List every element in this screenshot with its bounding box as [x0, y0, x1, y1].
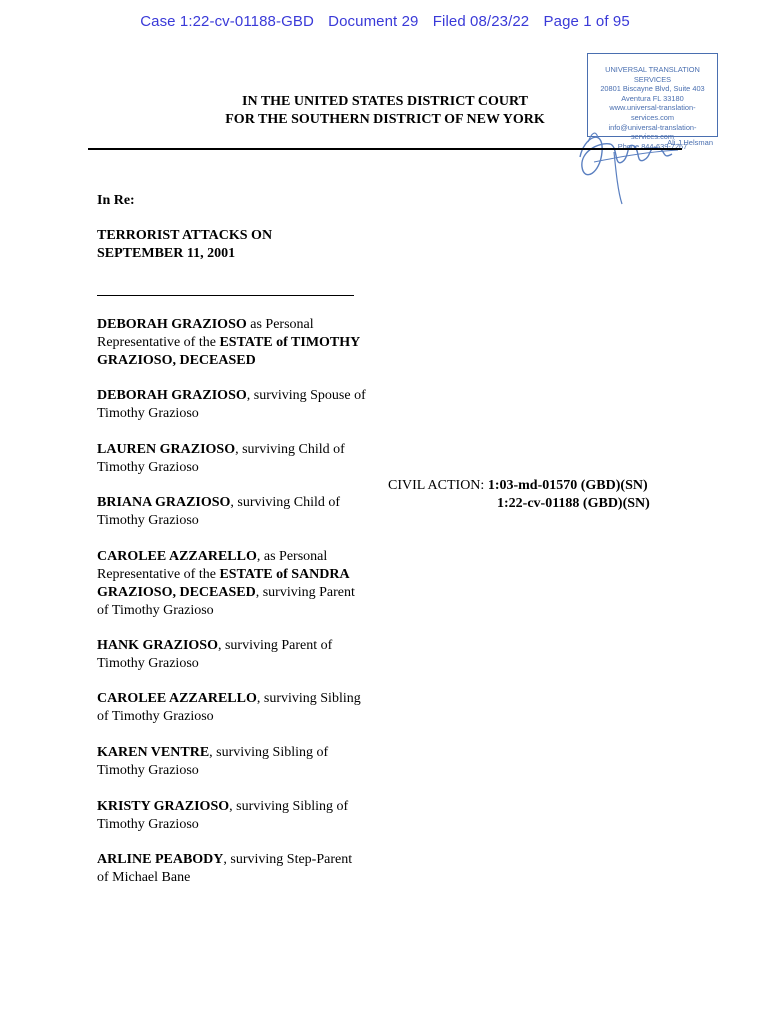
- filed-date: Filed 08/23/22: [432, 13, 530, 30]
- docket-number-1: 1:03-md-01570 (GBD)(SN): [487, 478, 648, 493]
- party-description: , surviving Parent of Timothy Grazioso: [97, 585, 355, 618]
- civil-action-block: [388, 477, 650, 513]
- party-description: , as Personal Representative of the: [97, 549, 328, 582]
- estate-name: ESTATE of TIMOTHY GRAZIOSO, DECEASED: [97, 335, 360, 368]
- party-entry: [97, 744, 367, 780]
- party-description: , surviving Sibling of Timothy Grazioso: [97, 799, 349, 832]
- party-name: LAUREN GRAZIOSO: [97, 442, 236, 457]
- party-name: ARLINE PEABODY: [97, 852, 224, 867]
- party-entry: [97, 798, 367, 834]
- party-entry: [97, 637, 367, 673]
- stamp-line: UNIVERSAL TRANSLATION SERVICES: [605, 65, 700, 84]
- party-entry: [97, 387, 367, 423]
- docket-number-2: 1:22-cv-01188 (GBD)(SN): [497, 496, 650, 511]
- page-number: Page 1 of 95: [543, 13, 630, 30]
- party-name: HANK GRAZIOSO: [97, 638, 218, 653]
- party-entry: [97, 316, 367, 370]
- stamp-line: info@universal-translation-services.com: [608, 122, 697, 142]
- party-entry: [97, 441, 367, 477]
- matter-line-1: TERRORIST ATTACKS ON: [97, 228, 273, 243]
- party-name: BRIANA GRAZIOSO: [97, 495, 231, 510]
- civil-action-label: CIVIL ACTION:: [388, 478, 488, 493]
- party-name: KRISTY GRAZIOSO: [97, 799, 230, 814]
- party-entry: [97, 494, 367, 530]
- stamp-line: Aventura FL 33180: [621, 93, 684, 103]
- party-name: CAROLEE AZZARELLO: [97, 549, 257, 564]
- party-name: DEBORAH GRAZIOSO: [97, 388, 247, 403]
- party-description: , surviving Step-Parent of Michael Bane: [97, 852, 353, 885]
- matter-line-2: SEPTEMBER 11, 2001: [97, 246, 236, 261]
- stamp-line: www.universal-translation-services.com: [609, 103, 696, 122]
- caption-rule: [88, 148, 682, 150]
- court-caption: [150, 93, 620, 129]
- party-name: KAREN VENTRE: [97, 745, 210, 760]
- document-number: Document 29: [328, 13, 419, 30]
- party-description: , surviving Child of Timothy Grazioso: [97, 442, 345, 475]
- court-line-2: FOR THE SOUTHERN DISTRICT OF NEW YORK: [225, 112, 545, 127]
- matter-title: [97, 227, 367, 263]
- case-number: Case 1:22-cv-01188-GBD: [140, 13, 314, 30]
- party-description: , surviving Sibling of Timothy Grazioso: [97, 745, 329, 778]
- ecf-header: [0, 13, 770, 30]
- party-description: , surviving Child of Timothy Grazioso: [97, 495, 341, 528]
- stamp-name: Ali J Helsman: [667, 138, 713, 148]
- party-description: , surviving Sibling of Timothy Grazioso: [97, 691, 361, 724]
- in-re-label: In Re:: [97, 193, 135, 208]
- party-name: DEBORAH GRAZIOSO: [97, 317, 247, 332]
- estate-name: ESTATE of SANDRA GRAZIOSO, DECEASED: [97, 567, 349, 600]
- stamp-line: Phone 844-639-7267: [617, 141, 688, 151]
- party-entry: [97, 851, 367, 887]
- party-entry: [97, 548, 367, 620]
- party-entry: [97, 690, 367, 726]
- party-name: CAROLEE AZZARELLO: [97, 691, 257, 706]
- signature-icon: [574, 112, 684, 207]
- court-line-1: IN THE UNITED STATES DISTRICT COURT: [242, 94, 528, 109]
- separator-line: [97, 295, 354, 296]
- party-description: as Personal Representative of the: [97, 317, 314, 350]
- stamp-line: 20801 Biscayne Blvd, Suite 403: [600, 84, 705, 94]
- party-description: , surviving Spouse of Timothy Grazioso: [97, 388, 366, 421]
- party-description: , surviving Parent of Timothy Grazioso: [97, 638, 333, 671]
